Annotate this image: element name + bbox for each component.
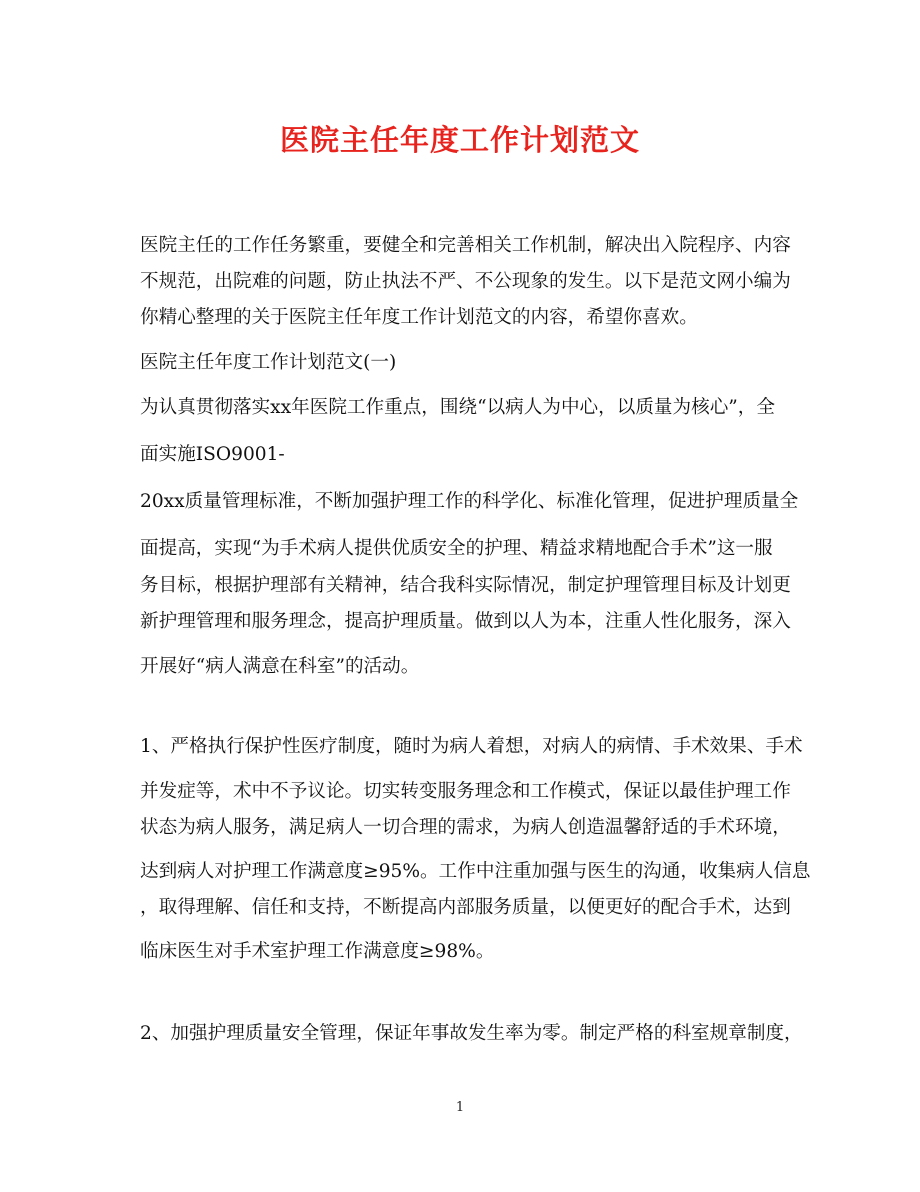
- paragraph-line: 为认真贯彻落实xx年医院工作重点，围绕“以病人为中心，以质量为核心”，全: [140, 397, 775, 418]
- paragraph-line: 临床医生对手术室护理工作满意度≥98%。: [140, 941, 495, 962]
- paragraph-line: 面提高，实现“为手术病人提供优质安全的护理、精益求精地配合手术”这一服: [140, 538, 773, 559]
- paragraph-line: 状态为病人服务，满足病人一切合理的需求，为病人创造温馨舒适的手术环境，: [140, 817, 791, 838]
- paragraph-line: 开展好“病人满意在科室”的活动。: [140, 656, 420, 677]
- paragraph-line: 达到病人对护理工作满意度≥95%。工作中注重加强与医生的沟通，收集病人信息: [140, 861, 811, 882]
- paragraph-line: 面实施ISO9001-: [140, 444, 285, 465]
- paragraph-line: 你精心整理的关于医院主任年度工作计划范文的内容，希望你喜欢。: [140, 307, 698, 328]
- paragraph-line: 医院主任的工作任务繁重，要健全和完善相关工作机制，解决出入院程序、内容: [140, 235, 791, 256]
- paragraph-line: ，取得理解、信任和支持，不断提高内部服务质量，以便更好的配合手术，达到: [140, 897, 791, 918]
- paragraph-line: 新护理管理和服务理念，提高护理质量。做到以人为本，注重人性化服务，深入: [140, 611, 791, 632]
- paragraph-line: 并发症等，术中不予议论。切实转变服务理念和工作模式，保证以最佳护理工作: [140, 781, 791, 802]
- document-title: 医院主任年度工作计划范文: [279, 123, 640, 157]
- page-number: 1: [455, 1100, 465, 1115]
- paragraph-line: 不规范，出院难的问题，防止执法不严、不公现象的发生。以下是范文网小编为: [140, 271, 791, 292]
- paragraph-line: 务目标，根据护理部有关精神，结合我科实际情况，制定护理管理目标及计划更: [140, 575, 791, 596]
- paragraph-line: 20xx质量管理标准，不断加强护理工作的科学化、标准化管理，促进护理质量全: [140, 491, 799, 512]
- section-heading: 医院主任年度工作计划范文(一): [140, 352, 397, 373]
- paragraph-line: 1、严格执行保护性医疗制度，随时为病人着想，对病人的病情、手术效果、手术: [140, 736, 803, 757]
- paragraph-line: 2、加强护理质量安全管理，保证年事故发生率为零。制定严格的科室规章制度，: [140, 1023, 803, 1044]
